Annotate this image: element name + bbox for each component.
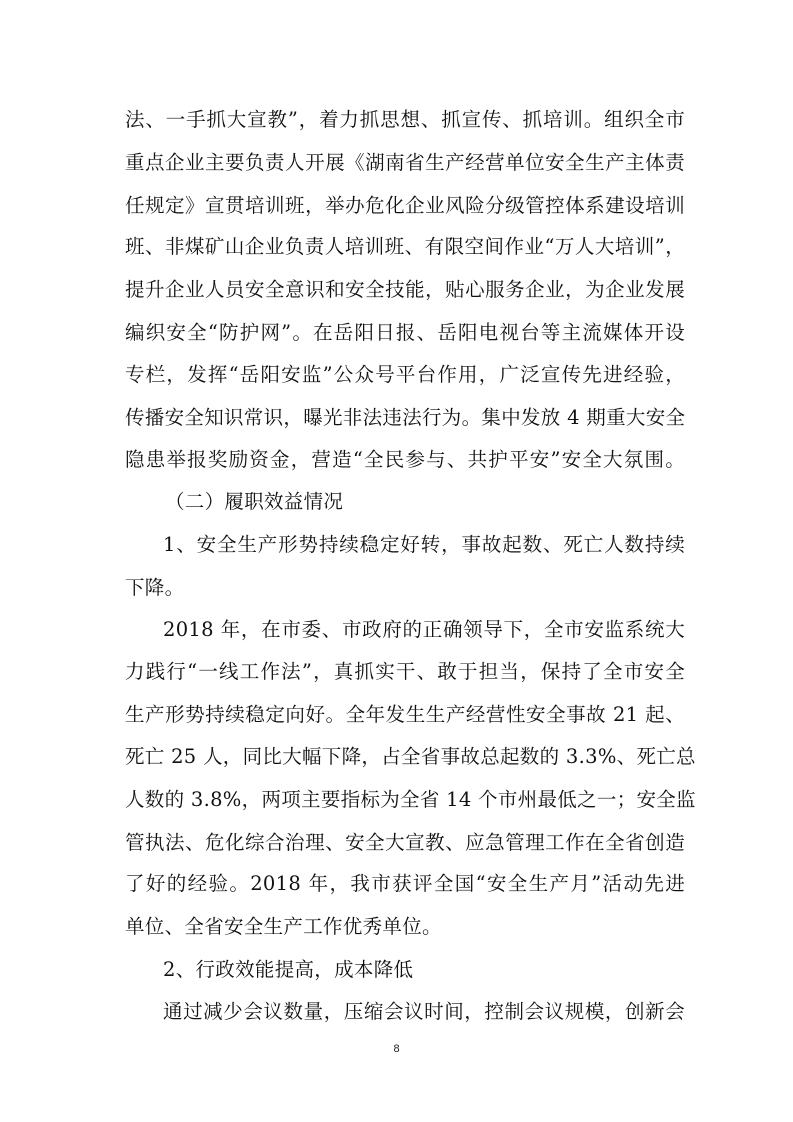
- body-text-line: 重点企业主要负责人开展《湖南省生产经营单位安全生产主体责: [125, 151, 685, 174]
- body-text-line: 通过减少会议数量，压缩会议时间，控制会议规模，创新会: [163, 1000, 685, 1023]
- subheading-line: 2、行政效能提高，成本降低: [163, 958, 414, 981]
- body-text-line: 班、非煤矿山企业负责人培训班、有限空间作业“万人大培训”，: [125, 235, 685, 258]
- body-text-line: 人数的 3.8%，两项主要指标为全省 14 个市州最低之一；安全监: [125, 788, 696, 811]
- body-text-line: 2018 年，在市委、市政府的正确领导下，全市安监系统大: [163, 618, 685, 641]
- subheading-line: 1、安全生产形势持续稳定好转，事故起数、死亡人数持续: [163, 533, 685, 556]
- body-text-line: 提升企业人员安全意识和安全技能，贴心服务企业，为企业发展: [125, 278, 685, 301]
- body-text-line: 法、一手抓大宣教”，着力抓思想、抓宣传、抓培训。组织全市: [125, 108, 685, 131]
- body-text-line: 了好的经验。2018 年，我市获评全国“安全生产月”活动先进: [125, 872, 685, 895]
- section-heading: （二）履职效益情况: [165, 490, 344, 513]
- body-text-line: 隐患举报奖励资金，营造“全民参与、共护平安”安全大氛围。: [125, 448, 685, 471]
- body-text-line: 生产形势持续稳定向好。全年发生生产经营性安全事故 21 起、: [125, 703, 685, 726]
- subheading-line: 下降。: [125, 576, 185, 599]
- body-text-line: 力践行“一线工作法”，真抓实干、敢于担当，保持了全市安全: [125, 660, 685, 683]
- body-text-line: 管执法、危化综合治理、安全大宣教、应急管理工作在全省创造: [125, 831, 685, 854]
- page-number: 8: [393, 1043, 400, 1055]
- body-text-line: 任规定》宣贯培训班，举办危化企业风险分级管控体系建设培训: [125, 194, 685, 217]
- body-text-line: 专栏，发挥“岳阳安监”公众号平台作用，广泛宣传先进经验，: [125, 363, 685, 386]
- body-text-line: 编织安全“防护网”。在岳阳日报、岳阳电视台等主流媒体开设: [125, 321, 685, 344]
- body-text-line: 死亡 25 人，同比大幅下降，占全省事故总起数的 3.3%、死亡总: [125, 745, 696, 768]
- body-text-line: 传播安全知识常识，曝光非法违法行为。集中发放 4 期重大安全: [125, 406, 686, 429]
- body-text-line: 单位、全省安全生产工作优秀单位。: [125, 915, 442, 938]
